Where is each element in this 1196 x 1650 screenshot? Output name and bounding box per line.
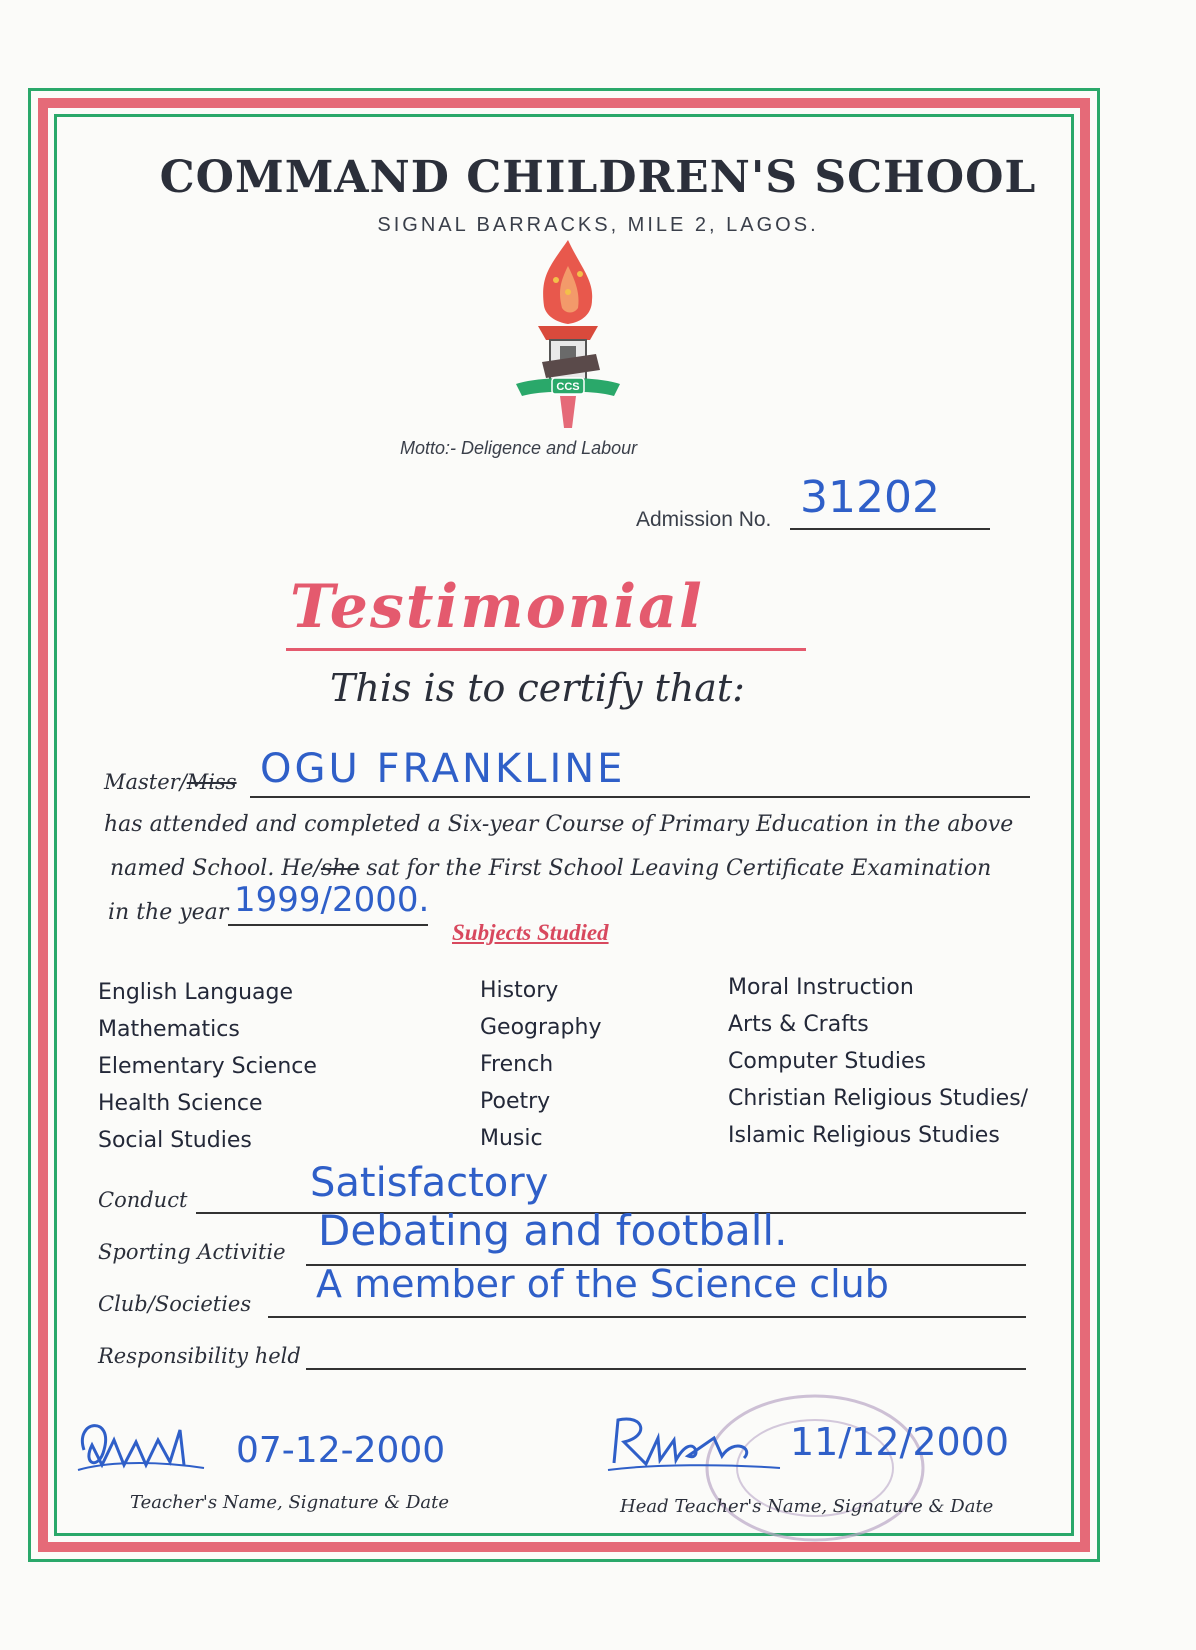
subject-item: History [480, 978, 559, 1003]
admission-number-line [790, 528, 990, 530]
exam-year: 1999/2000. [234, 880, 430, 920]
student-name-line [250, 796, 1030, 798]
head-teacher-signature-label: Head Teacher's Name, Signature & Date [620, 1496, 994, 1517]
torch-crest-icon [510, 236, 626, 436]
student-name: OGU FRANKLINE [260, 746, 626, 792]
subject-item: French [480, 1052, 554, 1077]
subject-item: Christian Religious Studies/ [728, 1086, 1029, 1111]
subject-item: Islamic Religious Studies [728, 1123, 1000, 1148]
teacher-signature-icon [74, 1410, 214, 1480]
subject-item: Elementary Science [98, 1054, 317, 1079]
body-line-2: named School. He/she sat for the First School Leaving Certificate Examination [110, 856, 992, 881]
admission-number-value: 31202 [800, 472, 940, 523]
subject-item: Geography [480, 1015, 602, 1040]
school-address: SIGNAL BARRACKS, MILE 2, LAGOS. [377, 214, 819, 236]
subject-item: Poetry [480, 1089, 551, 1114]
subject-item: Arts & Crafts [728, 1012, 869, 1037]
subject-item: Social Studies [98, 1128, 252, 1153]
subject-item: Moral Instruction [728, 975, 914, 1000]
admission-number-label: Admission No. [636, 508, 772, 531]
teacher-signature-date: 07-12-2000 [236, 1430, 446, 1471]
subject-item: Computer Studies [728, 1049, 926, 1074]
title-underline [286, 648, 806, 651]
conduct-value: Satisfactory [310, 1160, 549, 1206]
school-motto: Motto:- Deligence and Labour [400, 438, 638, 458]
head-teacher-signature-icon [604, 1408, 784, 1478]
year-line [228, 924, 428, 926]
club-label: Club/Societies [98, 1292, 252, 1316]
body-line-1: has attended and completed a Six-year Course of Primary Education in the above [104, 812, 1014, 837]
document-title: Testimonial [290, 572, 704, 642]
year-label: in the year [108, 900, 229, 925]
responsibility-line [306, 1368, 1026, 1370]
student-prefix: Master/Miss [104, 770, 237, 794]
subject-item: English Language [98, 980, 294, 1005]
sporting-value: Debating and football. [318, 1206, 788, 1255]
club-value: A member of the Science club [316, 1262, 889, 1306]
head-teacher-signature-date: 11/12/2000 [790, 1420, 1010, 1464]
crest-label: CCS [556, 381, 580, 393]
subject-item: Health Science [98, 1091, 263, 1116]
subject-item: Music [480, 1126, 543, 1151]
subjects-heading: Subjects Studied [452, 920, 609, 945]
conduct-label: Conduct [98, 1188, 188, 1212]
subject-item: Mathematics [98, 1017, 240, 1042]
sporting-label: Sporting Activitie [98, 1240, 286, 1264]
responsibility-label: Responsibility held [98, 1344, 301, 1368]
club-line [268, 1316, 1026, 1318]
school-name: COMMAND CHILDREN'S SCHOOL [159, 152, 1037, 203]
teacher-signature-label: Teacher's Name, Signature & Date [130, 1492, 450, 1513]
certify-line: This is to certify that: [330, 666, 745, 710]
